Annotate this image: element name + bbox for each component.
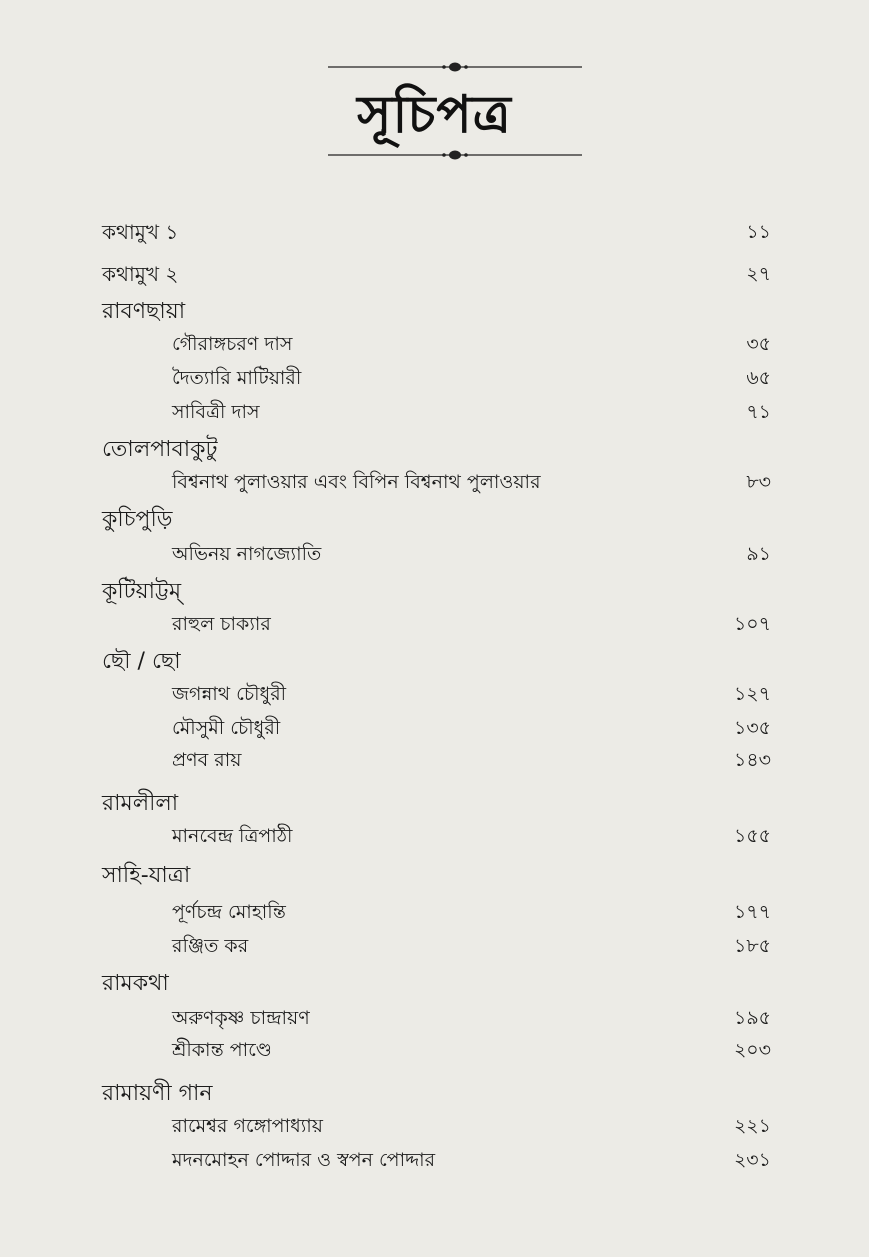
toc-entry-title: দৈত্যারি মাটিয়ারী: [172, 367, 302, 389]
toc-entry-title: অরুণকৃষ্ণ চান্দ্রায়ণ: [172, 1007, 310, 1029]
toc-page-number: ২২১: [733, 1115, 771, 1137]
toc-entry-title: রামলীলা: [102, 791, 179, 816]
toc-page-number: ১০৭: [733, 613, 771, 635]
toc-entry-title: রাহুল চাক্যার: [172, 613, 271, 635]
toc-page-number: ১২৭: [733, 683, 771, 705]
toc-entry-title: কথামুখ ১: [102, 220, 179, 244]
toc-entry: [0, 394, 869, 430]
toc-entry-title: রঞ্জিত কর: [172, 935, 249, 957]
toc-section-heading: [0, 644, 869, 680]
toc-page-number: ১৭৭: [733, 901, 771, 923]
toc-entry-title: ছৌ / ছো: [102, 649, 181, 674]
toc-entry: [0, 326, 869, 362]
toc-page-number: ২৩১: [733, 1149, 771, 1171]
toc-page-number: ১৪৩: [733, 749, 771, 771]
toc-entry: [0, 214, 869, 250]
toc-entry-title: মদনমোহন পোদ্দার ও স্বপন পোদ্দার: [172, 1149, 436, 1171]
toc-entry-title: কূটিয়াট্টম্: [102, 579, 182, 604]
toc-entry-title: রাবণছায়া: [102, 299, 186, 324]
toc-entry: [0, 606, 869, 642]
toc-page-number: ২৭: [746, 263, 771, 285]
toc-entry: [0, 742, 869, 778]
page-title: সূচিপত্র: [357, 84, 512, 145]
toc-entry: [0, 1000, 869, 1036]
toc-page-number: ৯১: [746, 543, 771, 565]
toc-entry-title: গৌরাঙ্গচরণ দাস: [172, 333, 293, 355]
toc-page-number: ১৮৫: [734, 935, 771, 957]
toc-entry-title: কুচিপুড়ি: [102, 507, 173, 532]
bottom-ornament-icon: [328, 148, 582, 162]
toc-entry-title: বিশ্বনাথ পুলাওয়ার এবং বিপিন বিশ্বনাথ পুলাওয়ার: [172, 471, 541, 493]
toc-entry-title: মানবেন্দ্র ত্রিপাঠী: [172, 825, 293, 847]
toc-entry: [0, 676, 869, 712]
toc-entry: [0, 1108, 869, 1144]
toc-entry-title: মৌসুমী চৌধুরী: [172, 717, 281, 739]
toc-entry-title: জগন্নাথ চৌধুরী: [172, 683, 287, 705]
toc-entry-title: কথামুখ ২: [102, 262, 179, 286]
toc-entry-title: সাবিত্রী দাস: [172, 401, 260, 423]
toc-entry: [0, 464, 869, 500]
toc-entry-title: তোলপাবাকুটু: [102, 437, 218, 462]
toc-entry: [0, 536, 869, 572]
toc-page-number: ১৯৫: [734, 1007, 771, 1029]
toc-page-number: ৭১: [746, 401, 771, 423]
toc-section-heading: [0, 786, 869, 822]
toc-page-number: ২০৩: [733, 1039, 771, 1061]
toc-entry-title: শ্রীকান্ত পাণ্ডে: [172, 1039, 272, 1061]
toc-entry: [0, 710, 869, 746]
toc-page-number: ১৩৫: [733, 717, 771, 739]
toc-page-number: ১৫৫: [734, 825, 771, 847]
toc-entry: [0, 360, 869, 396]
toc-section-heading: [0, 294, 869, 330]
toc-section-heading: [0, 858, 869, 894]
toc-entry: [0, 1142, 869, 1178]
toc-entry-title: রামকথা: [102, 971, 169, 996]
toc-entry-title: অভিনয় নাগজ্যোতি: [172, 543, 322, 565]
toc-entry: [0, 894, 869, 930]
toc-entry: [0, 1032, 869, 1068]
toc-section-heading: [0, 574, 869, 610]
toc-page-number: ৩৫: [746, 333, 771, 355]
toc-entry-title: প্রণব রায়: [172, 749, 242, 771]
toc-section-heading: [0, 502, 869, 538]
toc-section-heading: [0, 1076, 869, 1112]
toc-page-number: ৮৩: [746, 471, 771, 493]
toc-page-number: ৬৫: [746, 367, 771, 389]
toc-page-number: ১১: [746, 221, 771, 243]
toc-entry: [0, 256, 869, 292]
toc-entry: [0, 928, 869, 964]
toc-entry-title: রামায়ণী গান: [102, 1081, 213, 1106]
toc-section-heading: [0, 966, 869, 1002]
toc-entry-title: রামেশ্বর গঙ্গোপাধ্যায়: [172, 1115, 323, 1137]
toc-section-heading: [0, 432, 869, 468]
top-ornament-icon: [328, 60, 582, 74]
toc-entry: [0, 818, 869, 854]
toc-entry-title: সাহি-যাত্রা: [102, 863, 191, 888]
toc-entry-title: পূর্ণচন্দ্র মোহান্তি: [172, 901, 286, 923]
